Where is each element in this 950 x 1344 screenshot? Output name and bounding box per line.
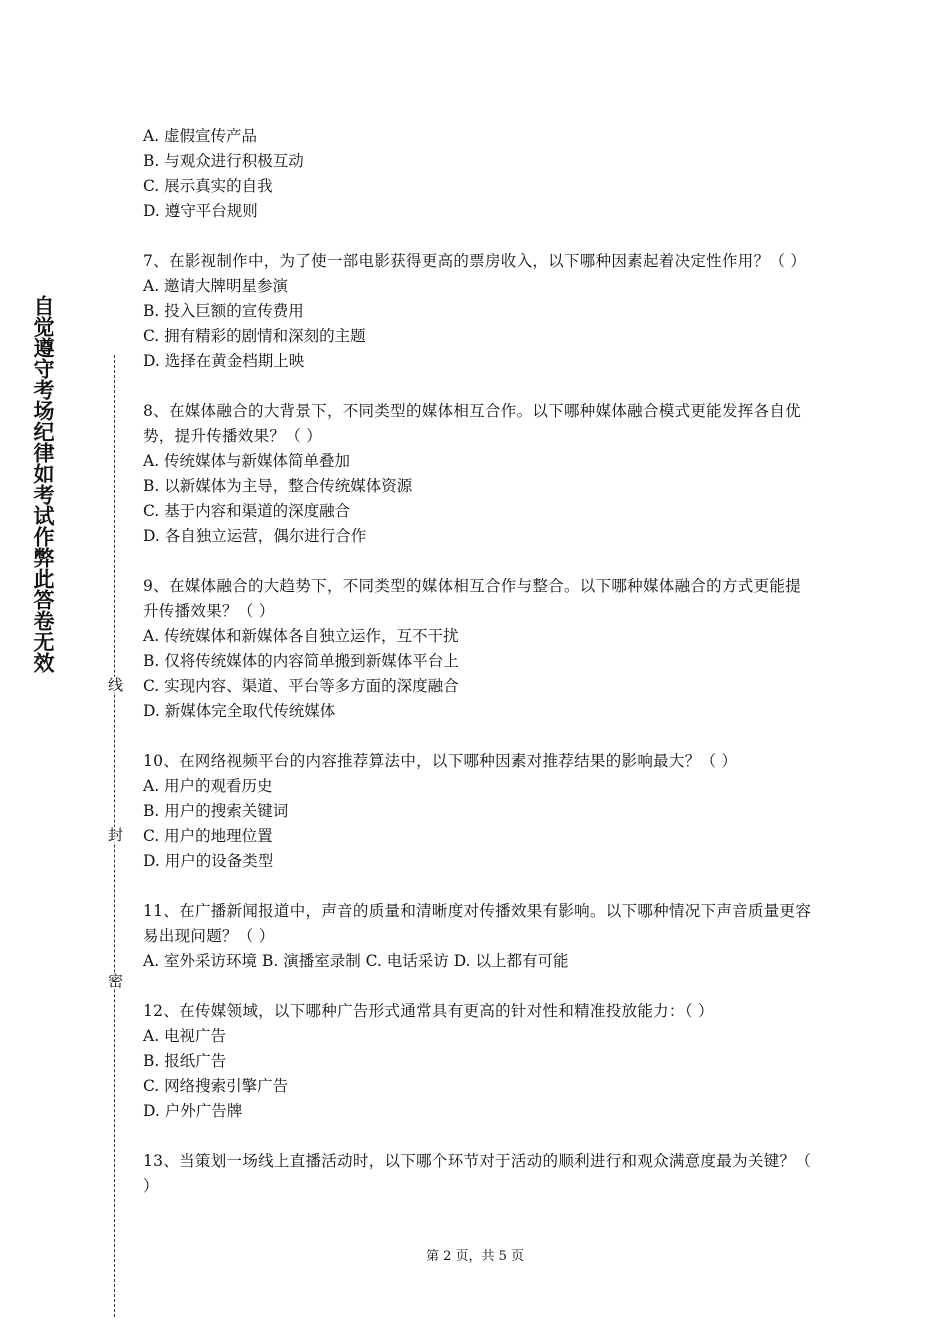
option: D. 新媒体完全取代传统媒体 xyxy=(143,702,336,720)
question-block xyxy=(143,399,815,549)
question-block xyxy=(143,899,815,974)
question-text: 9、在媒体融合的大趋势下，不同类型的媒体相互合作与整合。以下哪种媒体融合的方式更能提升传播效果？（ ） xyxy=(143,577,801,620)
option: B. 仅将传统媒体的内容简单搬到新媒体平台上 xyxy=(143,652,459,670)
binding-line xyxy=(104,355,126,1317)
option: D. 户外广告牌 xyxy=(143,1102,243,1120)
option: C. 网络搜索引擎广告 xyxy=(143,1077,289,1095)
binding-mark-secret: 密 xyxy=(106,973,124,988)
option: A. 用户的观看历史 xyxy=(143,777,273,795)
option: A. 虚假宣传产品 xyxy=(143,127,258,145)
option: A. 传统媒体和新媒体各自独立运作，互不干扰 xyxy=(143,627,459,645)
question-text: 7、在影视制作中，为了使一部电影获得更高的票房收入，以下哪种因素起着决定性作用？（ ） xyxy=(143,252,807,270)
option: B. 用户的搜索关键词 xyxy=(143,802,289,820)
option: A. 电视广告 xyxy=(143,1027,227,1045)
option: C. 基于内容和渠道的深度融合 xyxy=(143,502,351,520)
binding-mark-seal: 封 xyxy=(106,827,124,842)
option: B. 以新媒体为主导，整合传统媒体资源 xyxy=(143,477,413,495)
question-text: 12、在传媒领域，以下哪种广告形式通常具有更高的针对性和精准投放能力：（ ） xyxy=(143,1002,714,1020)
option: A. 传统媒体与新媒体简单叠加 xyxy=(143,452,351,470)
option: D. 选择在黄金档期上映 xyxy=(143,352,305,370)
question-block xyxy=(143,1149,815,1199)
question-text: 10、在网络视频平台的内容推荐算法中，以下哪种因素对推荐结果的影响最大？（ ） xyxy=(143,752,738,770)
option: D. 各自独立运营，偶尔进行合作 xyxy=(143,527,367,545)
question-block xyxy=(143,749,815,874)
question-block xyxy=(143,124,815,224)
option: A. 邀请大牌明星参演 xyxy=(143,277,289,295)
question-block xyxy=(143,999,815,1124)
option: D. 用户的设备类型 xyxy=(143,852,274,870)
question-text: 8、在媒体融合的大背景下，不同类型的媒体相互合作。以下哪种媒体融合模式更能发挥各自优势，提升传播效果？（ ） xyxy=(143,402,801,445)
question-text: 13、当策划一场线上直播活动时，以下哪个环节对于活动的顺利进行和观众满意度最为关键？（ ） xyxy=(143,1152,812,1195)
option: C. 展示真实的自我 xyxy=(143,177,273,195)
option: B. 与观众进行积极互动 xyxy=(143,152,304,170)
question-block xyxy=(143,249,815,374)
option: B. 投入巨额的宣传费用 xyxy=(143,302,304,320)
option: C. 实现内容、渠道、平台等多方面的深度融合 xyxy=(143,677,459,695)
question-list xyxy=(143,124,815,1224)
binding-mark-line: 线 xyxy=(106,677,124,692)
option: A. 室外采访环境 B. 演播室录制 C. 电话采访 D. 以上都有可能 xyxy=(143,952,569,970)
option: C. 拥有精彩的剧情和深刻的主题 xyxy=(143,327,366,345)
question-text: 11、在广播新闻报道中，声音的质量和清晰度对传播效果有影响。以下哪种情况下声音质量更容易出现问题？（ ） xyxy=(143,902,812,945)
option: D. 遵守平台规则 xyxy=(143,202,258,220)
option: C. 用户的地理位置 xyxy=(143,827,273,845)
option: B. 报纸广告 xyxy=(143,1052,227,1070)
exam-discipline-notice: 自觉遵守考场纪律如考试作弊此答卷无效 xyxy=(31,295,55,673)
page-number: 第 2 页，共 5 页 xyxy=(425,1249,525,1264)
question-block xyxy=(143,574,815,724)
